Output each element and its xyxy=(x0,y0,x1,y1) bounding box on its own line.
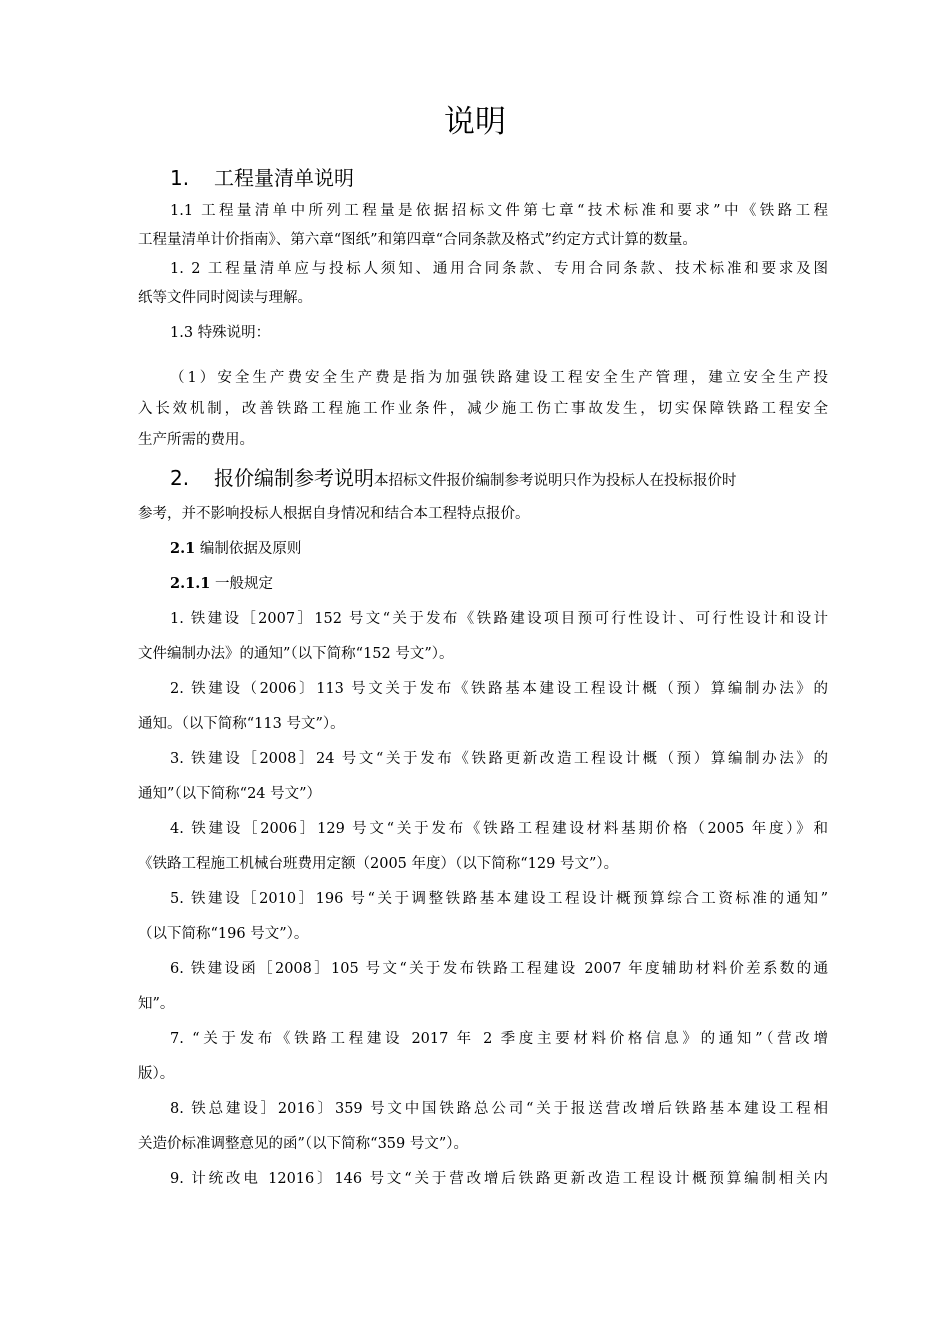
list-item-2-line-1: 2. 铁建设（2006〕113 号文关于发布《铁路基本建设工程设计概（预）算编制办法》的 xyxy=(170,681,828,697)
list-item-6-line-1: 6. 铁建设函［2008］105 号文“关于发布铁路工程建设 2007 年度辅助材料价差系数的通 xyxy=(170,961,828,977)
list-item-5-line-2: （以下简称“196 号文”）。 xyxy=(138,926,309,942)
section-2-continuation: 参考，并不影响投标人根据自身情况和结合本工程特点报价。 xyxy=(138,506,530,522)
list-item-1-line-1: 1. 铁建设［2007］152 号文“关于发布《铁路建设项目预可行性设计、可行性设计和设计 xyxy=(170,611,828,627)
list-item-8-line-2: 关造价标准调整意见的函”（以下简称“359 号文”）。 xyxy=(138,1136,469,1152)
list-item-7-line-1: 7. “关于发布《铁路工程建设 2017 年 2 季度主要材料价格信息》的通知”（营改增 xyxy=(170,1031,828,1047)
paragraph-1-3: 1.3 特殊说明： xyxy=(170,325,271,341)
list-item-2-line-2: 通知。（以下简称“113 号文”）。 xyxy=(138,716,345,732)
list-item-6-line-2: 知”。 xyxy=(138,996,175,1012)
paragraph-1-1-line-2: 工程量清单计价指南》、第六章“图纸”和第四章“合同条款及格式”约定方式计算的数量。 xyxy=(138,232,697,248)
paragraph-1-3a-line-2: 入长效机制，改善铁路工程施工作业条件，减少施工伤亡事故发生，切实保障铁路工程安全 xyxy=(138,401,828,417)
section-2-heading xyxy=(170,462,737,491)
list-item-3-line-2: 通知”（以下简称“24 号文”） xyxy=(138,786,322,802)
list-item-1-line-2: 文件编制办法》的通知”（以下简称“152 号文”）。 xyxy=(138,646,454,662)
paragraph-1-3a-line-3: 生产所需的费用。 xyxy=(138,432,254,448)
paragraph-1-3a-line-1: （1）安全生产费安全生产费是指为加强铁路建设工程安全生产管理，建立安全生产投 xyxy=(170,370,828,386)
list-item-9-line-1: 9. 计统改电 12016〕146 号文“关于营改增后铁路更新改造工程设计概预算编制相关内 xyxy=(170,1171,828,1187)
section-1-heading xyxy=(170,164,354,192)
paragraph-1-1-line-1: 1.1 工程量清单中所列工程量是依据招标文件第七章“技术标准和要求”中《铁路工程 xyxy=(170,203,828,219)
page-title: 说明 xyxy=(444,104,506,140)
subsection-2-1: 2.1 编制依据及原则 xyxy=(170,540,302,557)
list-item-8-line-1: 8. 铁总建设］2016〕359 号文中国铁路总公司“关于报送营改增后铁路基本建设工程相 xyxy=(170,1101,828,1117)
section-2-number: 2. xyxy=(170,466,190,490)
paragraph-1-2-line-2: 纸等文件同时阅读与理解。 xyxy=(138,290,312,306)
paragraph-1-2-line-1: 1. 2 工程量清单应与投标人须知、通用合同条款、专用合同条款、技术标准和要求及图 xyxy=(170,261,828,277)
section-1-number: 1. xyxy=(170,166,190,190)
section-2-title: 报价编制参考说明 xyxy=(214,466,374,490)
list-item-5-line-1: 5. 铁建设［2010］196 号“关于调整铁路基本建设工程设计概预算综合工资标准的通知” xyxy=(170,891,828,907)
section-2-inline-text: 本招标文件报价编制参考说明只作为投标人在投标报价时 xyxy=(374,473,737,489)
list-item-4-line-1: 4. 铁建设［2006］129 号文“关于发布《铁路工程建设材料基期价格（2005 年度）》和 xyxy=(170,821,828,837)
section-1-title: 工程量清单说明 xyxy=(214,166,354,190)
list-item-4-line-2: 《铁路工程施工机械台班费用定额（2005 年度）（以下简称“129 号文”）。 xyxy=(138,856,619,872)
list-item-7-line-2: 版）。 xyxy=(138,1066,175,1082)
subsection-2-1-1: 2.1.1 一般规定 xyxy=(170,575,273,592)
list-item-3-line-1: 3. 铁建设［2008］24 号文“关于发布《铁路更新改造工程设计概（预）算编制办法》的 xyxy=(170,751,828,767)
